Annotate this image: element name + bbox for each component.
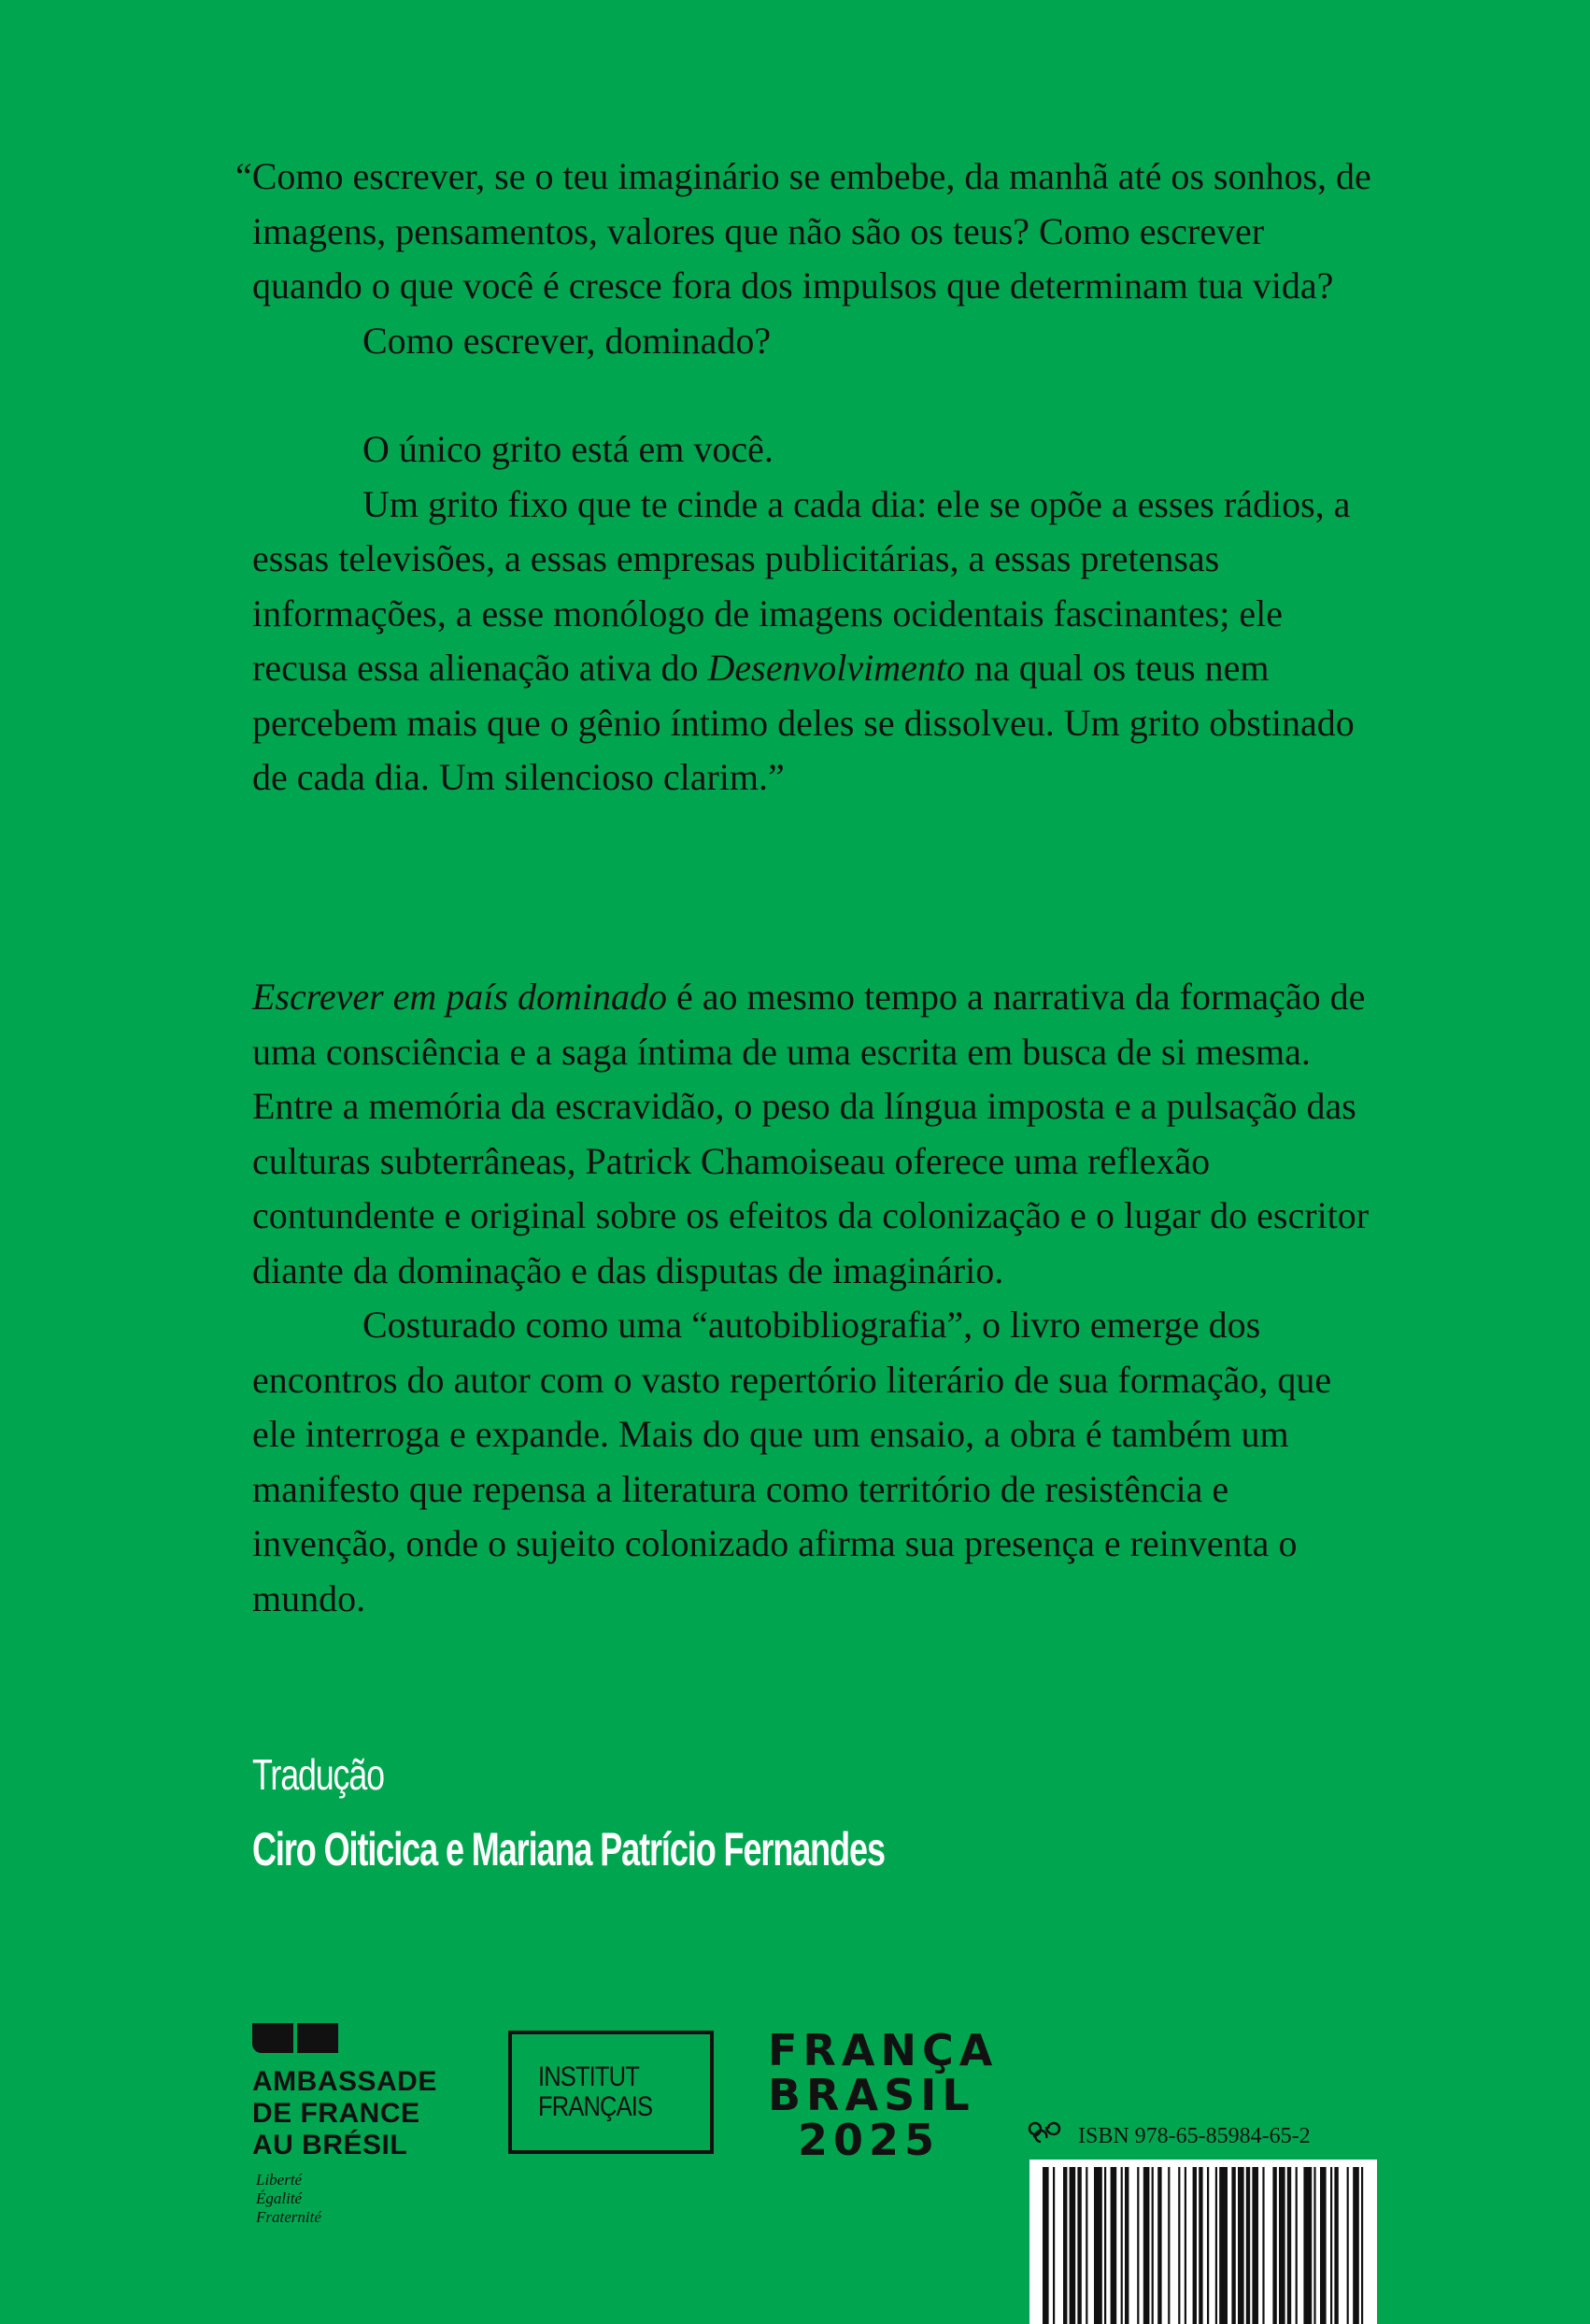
barcode-bar <box>1143 2167 1150 2324</box>
barcode-bar <box>1063 2167 1067 2324</box>
quote-paragraph: O único grito está em você. <box>362 428 774 470</box>
barcode-bar <box>1361 2167 1363 2324</box>
barcode-bar <box>1043 2167 1049 2324</box>
barcode-bar <box>1070 2167 1076 2324</box>
barcode-bar <box>1193 2167 1197 2324</box>
embassy-name: AMBASSADE DE FRANCE AU BRÉSIL <box>252 2066 437 2160</box>
barcode-bar <box>1077 2167 1081 2324</box>
barcode-bar <box>1313 2167 1315 2324</box>
isbn-number: ISBN 978-65-85984-65-2 <box>1078 2124 1311 2148</box>
barcode-bar <box>1303 2167 1312 2324</box>
translation-label: Tradução <box>252 1750 384 1799</box>
barcode-bar <box>1157 2167 1161 2324</box>
synopsis-paragraph: Escrever em país dominado é ao mesmo tempo a narrativa da formação de uma consciência e a saga íntima de uma escrita em busca de si mesma. Entre a memória da escravidão, o peso da língua imposta e a pulsação das culturas subterrâneas, Patrick Chamoiseau oferece uma reflexão contundente e original sobre os efeitos da colonização e o lugar do escritor diante da dominação e das disputas de imaginário. <box>252 976 1370 1291</box>
barcode-bar <box>1137 2167 1139 2324</box>
barcode-bar <box>1252 2167 1258 2324</box>
barcode-bar <box>1231 2167 1235 2324</box>
barcode-bar <box>1238 2167 1244 2324</box>
barcode-bar <box>1152 2167 1154 2324</box>
barcode-bar <box>1121 2167 1123 2324</box>
barcode-bar <box>1178 2167 1180 2324</box>
epigraph-quote <box>235 150 1378 806</box>
barcode-bar <box>1207 2167 1209 2324</box>
barcode-bar <box>1094 2167 1102 2324</box>
institut-francais-logo: INSTITUT FRANÇAIS <box>508 2031 714 2154</box>
barcode-bar <box>1104 2167 1106 2324</box>
barcode-bar <box>1262 2167 1264 2324</box>
barcode-bar <box>1296 2167 1298 2324</box>
barcode-bar <box>1125 2167 1129 2324</box>
book-title: Escrever em país dominado <box>252 976 667 1018</box>
barcode-bar <box>1053 2167 1055 2324</box>
translator-names: Ciro Oiticica e Mariana Patrício Fernandes <box>252 1823 885 1875</box>
barcode-bar <box>1215 2167 1217 2324</box>
barcode-bar <box>1168 2167 1170 2324</box>
franca-brasil-2025-logo: FRANÇA BRASIL 2025 <box>768 2025 999 2165</box>
book-synopsis <box>252 970 1378 1626</box>
barcode-bar <box>1086 2167 1087 2324</box>
embassy-logo <box>252 2023 476 2227</box>
barcode-bar <box>1334 2167 1338 2324</box>
barcode-bar <box>1246 2167 1250 2324</box>
synopsis-paragraph: Costurado como uma “autobibliografia”, o livro emerge dos encontros do autor com o vasto repertório literário de sua formação, que ele interroga e expande. Mais do que um ensaio, a obra é também um manifesto que repensa a literatura como território de resistência e invenção, onde o sujeito colonizado afirma sua presença e reinventa o mundo. <box>252 1304 1332 1619</box>
barcode-bar <box>1272 2167 1276 2324</box>
publisher-icon <box>1028 2117 1065 2156</box>
marianne-icon <box>252 2023 338 2053</box>
barcode-bar <box>1353 2167 1359 2324</box>
barcode-bar <box>1199 2167 1202 2324</box>
barcode-bar <box>1330 2167 1332 2324</box>
barcode-bar <box>1111 2167 1117 2324</box>
barcode-bar <box>1320 2167 1327 2324</box>
isbn-row <box>1028 2117 1311 2156</box>
republic-motto: Liberté Égalité Fraternité <box>256 2171 321 2226</box>
quote-paragraph: Como escrever, dominado? <box>362 319 772 362</box>
barcode-bar <box>1287 2167 1291 2324</box>
barcode-bar <box>1279 2167 1285 2324</box>
barcode <box>1029 2160 1377 2324</box>
quote-italic-word: Desenvolvimento <box>707 647 965 689</box>
quote-paragraph: “Como escrever, se o teu imaginário se embebe, da manhã até os sonhos, de imagens, pensamentos, valores que não são os teus? Como escrever quando o que você é cresce fora dos impulsos que determinam tua vida? <box>235 155 1371 307</box>
barcode-bar <box>1219 2167 1228 2324</box>
quote-paragraph: Um grito fixo que te cinde a cada dia: ele se opõe a esses rádios, a essas televisões, a essas empresas publicitárias, a essas pretensas informações, a esse monólogo de imagens ocidentais fascinantes; ele recusa essa alienação ativa do Desenvolvimento na qual os teus nem percebem mais que o gênio íntimo deles se dissolveu. Um grito obstinado de cada dia. Um silencioso clarim.” <box>252 482 1355 798</box>
barcode-bar <box>1347 2167 1349 2324</box>
barcode-bar <box>1185 2167 1186 2324</box>
